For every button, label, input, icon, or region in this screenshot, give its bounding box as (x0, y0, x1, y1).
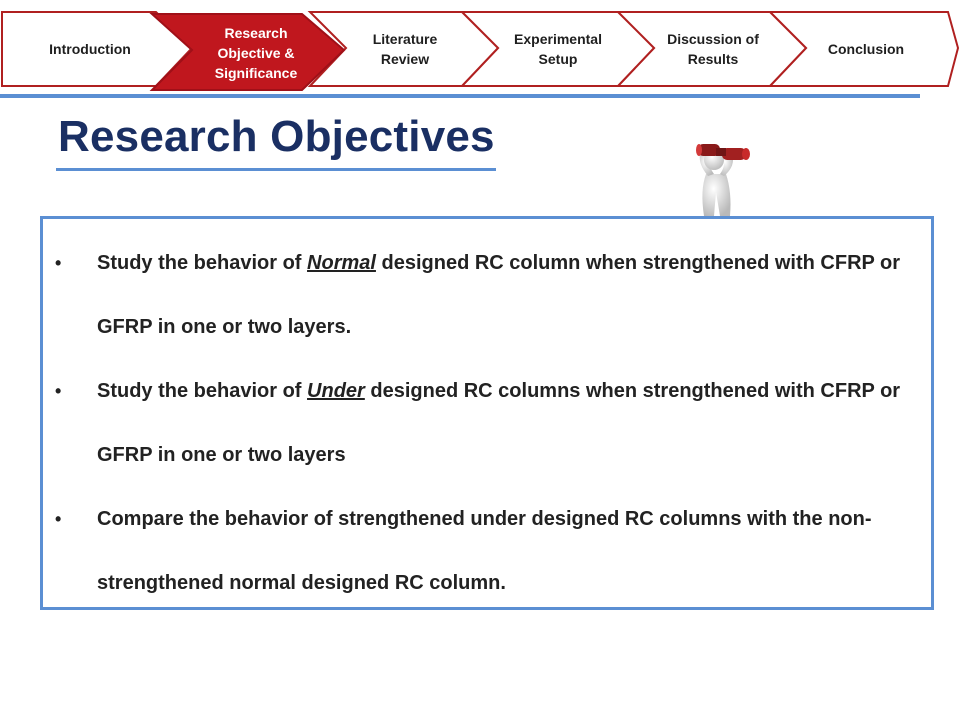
objective-text-pre: Study the behavior of (97, 380, 308, 402)
nav-step-research-objective-label[interactable]: Research Objective & Significance (214, 25, 298, 81)
objective-text: Compare the behavior of strengthened under designed RC columns with the non-strengthened normal designed RC column. (97, 508, 872, 594)
objectives-box (40, 216, 934, 610)
objective-text-post: designed RC column when strengthened with CFRP or GFRP in one or two layers. (97, 252, 901, 338)
title-underline (56, 168, 496, 171)
objective-text-pre: Study the behavior of (97, 252, 308, 274)
objective-text-post: designed RC columns when strengthened with CFRP or GFRP in one or two layers (97, 380, 901, 466)
objective-item (55, 359, 917, 487)
nav-step-literature-review-label[interactable]: Literature Review (372, 31, 438, 67)
section-navigation (0, 0, 960, 100)
objective-emphasis: Under (307, 380, 365, 402)
nav-divider (0, 94, 920, 98)
bullet-icon: • (55, 509, 62, 529)
nav-step-experimental-setup-label[interactable]: Experimental Setup (514, 31, 602, 67)
page-title: Research Objectives (58, 112, 495, 161)
bullet-icon: • (55, 253, 62, 273)
nav-step-discussion-label[interactable]: Discussion of Results (667, 31, 759, 67)
objective-item (55, 487, 917, 615)
nav-step-conclusion-label[interactable]: Conclusion (827, 41, 905, 57)
objective-emphasis: Normal (307, 252, 376, 274)
objective-item (55, 231, 917, 359)
person-with-binoculars-icon (680, 130, 760, 220)
bullet-icon: • (55, 381, 62, 401)
nav-step-introduction-label[interactable]: Introduction (49, 41, 131, 57)
